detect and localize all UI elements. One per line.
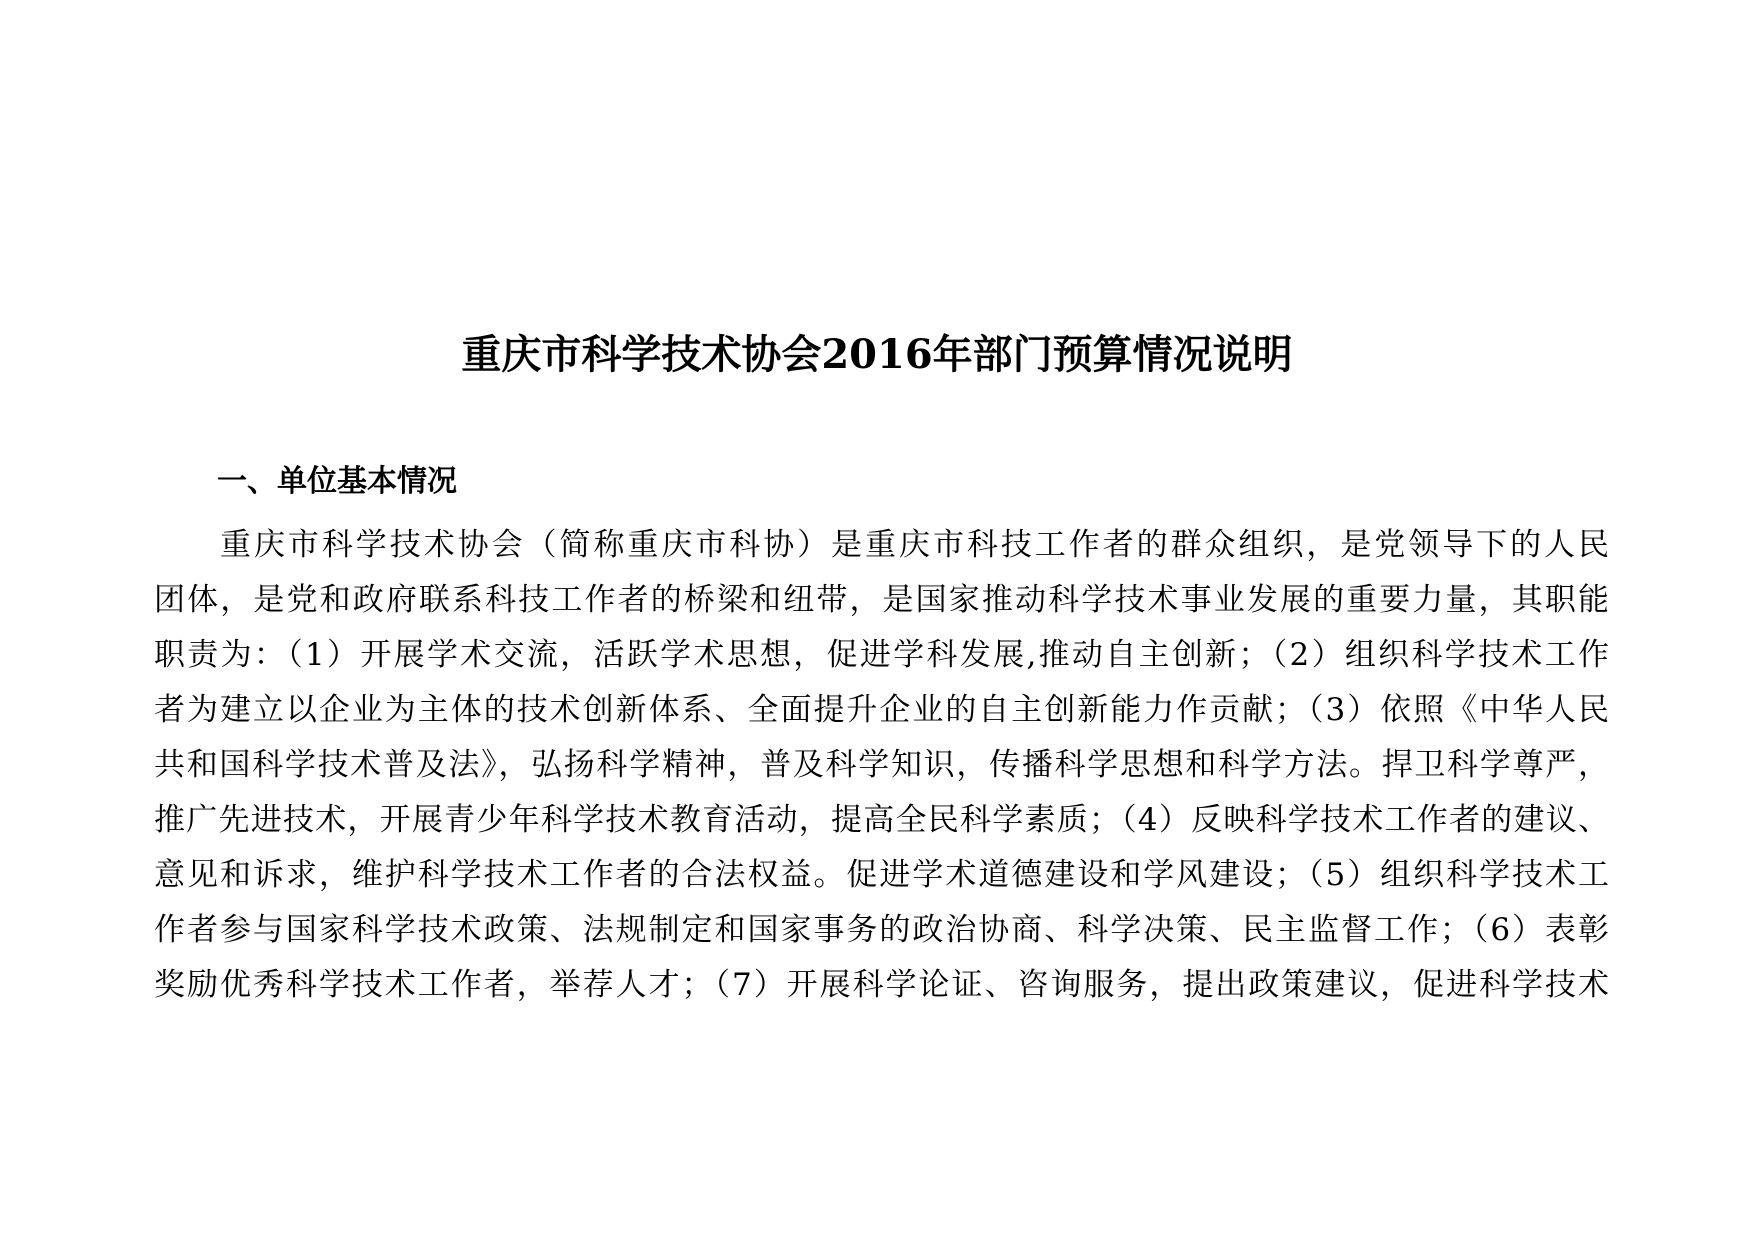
section-body-paragraph	[154, 518, 1609, 1013]
paragraph-line: 团体，是党和政府联系科技工作者的桥梁和纽带，是国家推动科学技术事业发展的重要力量，其职能	[154, 582, 1609, 618]
paragraph-line: 者为建立以企业为主体的技术创新体系、全面提升企业的自主创新能力作贡献；（3）依照《中华人民	[154, 692, 1609, 728]
paragraph-line: 作者参与国家科学技术政策、法规制定和国家事务的政治协商、科学决策、民主监督工作；（6）表彰	[154, 912, 1609, 948]
paragraph-line: 意见和诉求，维护科学技术工作者的合法权益。促进学术道德建设和学风建设；（5）组织科学技术工	[154, 857, 1609, 893]
paragraph-line: 职责为：（1）开展学术交流，活跃学术思想，促进学科发展,推动自主创新；（2）组织科学技术工作	[154, 637, 1609, 673]
paragraph-line: 推广先进技术，开展青少年科学技术教育活动，提高全民科学素质；（4）反映科学技术工作者的建议、	[154, 802, 1609, 838]
paragraph-line: 重庆市科学技术协会（简称重庆市科协）是重庆市科技工作者的群众组织，是党领导下的人民	[220, 527, 1609, 563]
document-title: 重庆市科学技术协会2016年部门预算情况说明	[461, 331, 1293, 378]
paragraph-line: 共和国科学技术普及法》，弘扬科学精神，普及科学知识，传播科学思想和科学方法。捍卫科学尊严，	[154, 747, 1609, 783]
paragraph-line: 奖励优秀科学技术工作者，举荐人才；（7）开展科学论证、咨询服务，提出政策建议，促进科学技术	[154, 967, 1609, 1003]
section-heading-basic-info: 一、单位基本情况	[217, 464, 457, 499]
